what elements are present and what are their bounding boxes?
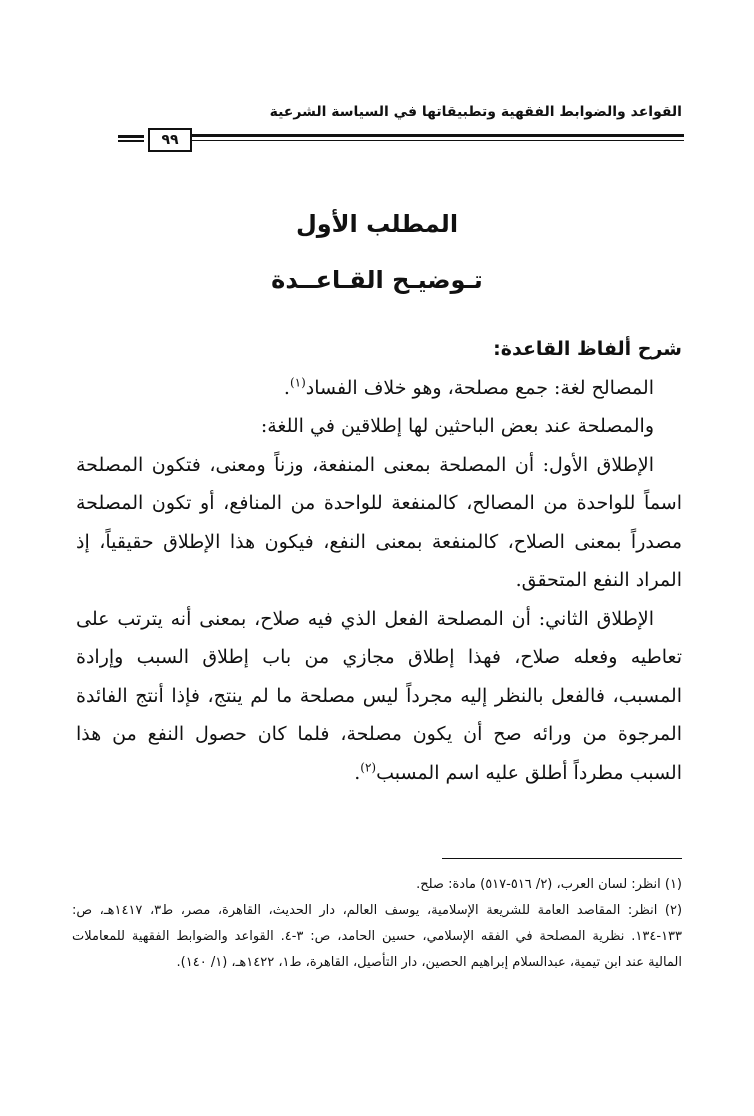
section-title: المطلب الأول — [295, 210, 459, 238]
running-header-title: القواعد والضوابط الفقهية وتطبيقاتها في السياسة الشرعية — [269, 104, 682, 120]
paragraph — [76, 600, 682, 793]
header-bar-left — [118, 135, 144, 138]
body-text — [76, 330, 682, 792]
footnote-divider — [442, 858, 682, 859]
footnote: (١) انظر: لسان العرب، (٢/ ٥١٦-٥١٧) مادة: صلح. — [416, 877, 682, 892]
header-bar-left-thin — [118, 140, 144, 142]
footnote: (٢) انظر: المقاصد العامة للشريعة الإسلامية، يوسف العالم، دار الحديث، القاهرة، مصر، ط٣، ١٤١٧هـ، ص: ١٣٣-١٣٤. نظرية المصلحة في الفقه الإسلامي، حسين الحامد، ص: ٣-٤. القواعد والضوابط الفقهية للمعاملات المالية عند ابن تيمية، عبدالسلام إبراهيم الحصين، دار التأصيل، القاهرة، ط١، ١٤٢٢هـ، (١/ ١٤٠). — [72, 903, 683, 970]
chapter-heading: تـوضيـح القـاعــدة — [271, 266, 483, 294]
paragraph: الإطلاق الأول: أن المصلحة بمعنى المنفعة، وزناً ومعنى، فتكون المصلحة اسماً للواحدة من المصالح، كالمنفعة للواحدة من المنافع، أو تكون المصلحة مصدراً بمعنى الصلاح، كالمنفعة بمعنى النفع، فيكون هذا الإطلاق حقيقياً، إذ المراد النفع المتحقق. — [76, 453, 682, 591]
footnote-ref: (١) — [289, 375, 306, 390]
paragraph-end: . — [354, 761, 361, 784]
footnotes — [72, 872, 682, 976]
header-rule — [118, 128, 684, 150]
paragraph-end: . — [283, 376, 290, 399]
footnote-ref: (٢) — [360, 760, 377, 775]
paragraph: والمصلحة عند بعض الباحثين لها إطلاقين في اللغة: — [260, 415, 654, 437]
paragraph-text: المصالح لغة: جمع مصلحة، وهو خلاف الفساد — [305, 376, 654, 399]
paragraph — [76, 369, 682, 408]
subheading: شرح ألفاظ القاعدة: — [493, 338, 682, 360]
paragraph-text: الإطلاق الثاني: أن المصلحة الفعل الذي فيه صلاح، بمعنى أنه يترتب على تعاطيه وفعله صلاح، فهذا إطلاق مجازي من باب إطلاق السبب وإرادة المسبب، فالفعل بالنظر إليه مجرداً ليس مصلحة ما لم ينتج، فإذا أنتج الفائدة المرجوة من ورائه صح أن يكون مصلحة، فلما كان حصول النفع من هذا السبب مطرداً أطلق عليه اسم المسبب — [76, 607, 682, 784]
page-number: ٩٩ — [148, 128, 192, 152]
header-rule-thin — [192, 140, 684, 141]
header-rule-thick — [192, 134, 684, 137]
